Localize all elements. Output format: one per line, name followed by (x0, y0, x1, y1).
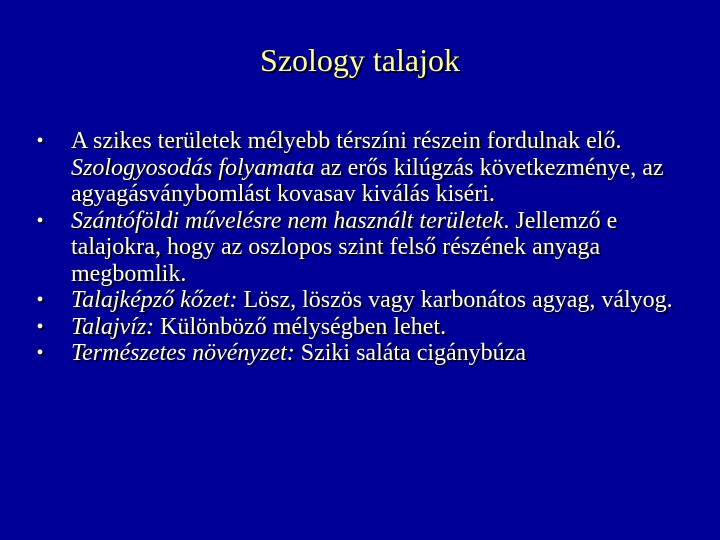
bullet-text (71, 287, 673, 313)
text-run: Sziki saláta cigánybúza (294, 340, 526, 366)
bullet-text (71, 128, 664, 207)
bullet-icon: • (36, 289, 44, 311)
bullet-text (71, 340, 526, 366)
bullet-text (71, 314, 446, 340)
bullet-item (30, 208, 690, 288)
bullet-icon: • (36, 342, 44, 364)
text-run: Különböző mélységben lehet. (154, 313, 447, 340)
bullet-icon: • (36, 130, 44, 152)
bullet-icon: • (36, 209, 44, 232)
text-run: az erős kilúgzás következménye, az agyagásványbomlást kovasav kiválás kiséri. (71, 154, 664, 207)
slide-title: Szology talajok (260, 42, 460, 78)
italic-text-run: Szologyosodás folyamata (71, 154, 315, 181)
italic-text-run: Természetes növényzet: (71, 340, 295, 366)
bullet-item (30, 314, 690, 341)
text-run: Lösz, löszös vagy karbonátos agyag, vályog. (237, 287, 673, 313)
italic-text-run: Talajvíz: (71, 313, 155, 340)
bullet-item (30, 128, 690, 208)
text-run: A szikes területek mélyebb térszíni részein fordulnak elő. (71, 128, 622, 154)
italic-text-run: Talajképző kőzet: (71, 287, 238, 313)
italic-text-run: Szántóföldi művelésre nem használt területek (71, 207, 504, 234)
bullet-item (30, 340, 690, 367)
bullet-icon: • (36, 315, 44, 338)
text-run: . Jellemző e talajokra, hogy az oszlopos szint felső részének anyaga megbomlik. (71, 207, 618, 287)
bullet-text (71, 208, 617, 287)
bullet-item (30, 287, 690, 314)
bullet-list (30, 128, 690, 367)
